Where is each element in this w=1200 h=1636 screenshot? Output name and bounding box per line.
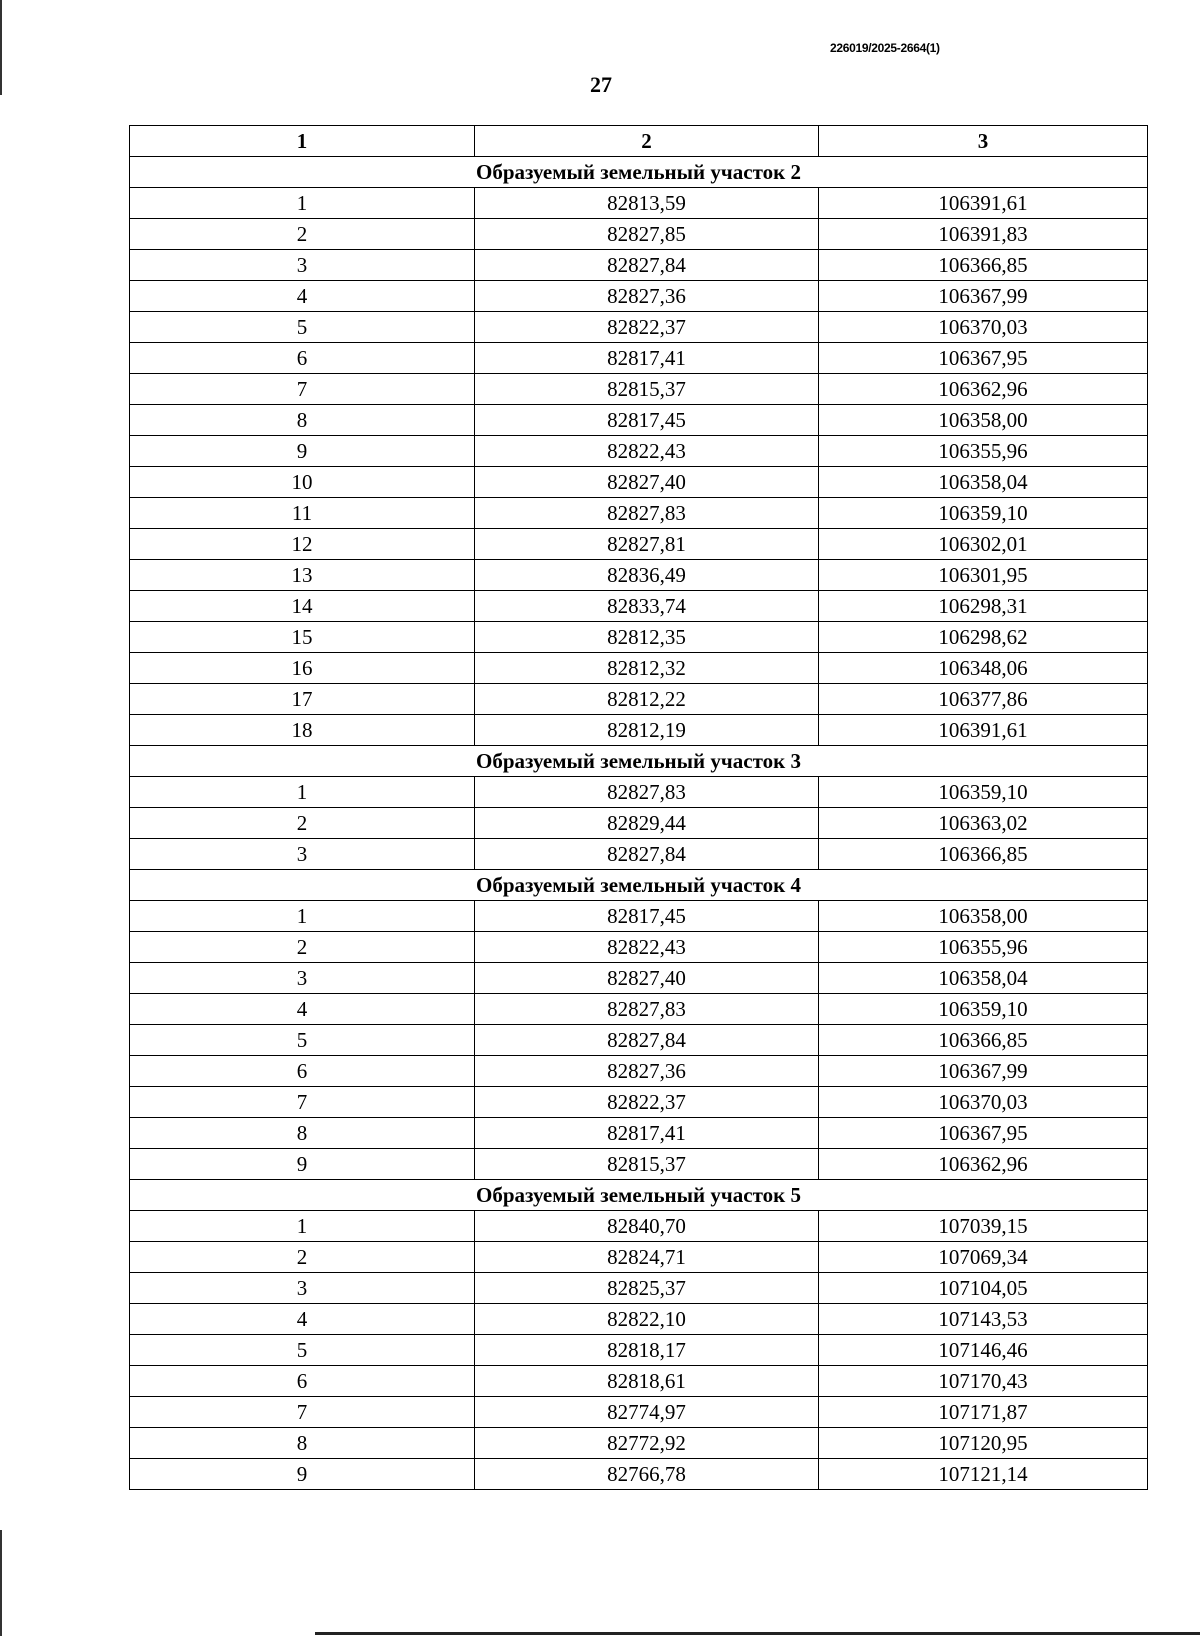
y-coordinate-cell: 106298,62 (819, 622, 1148, 653)
point-number-cell: 4 (130, 994, 475, 1025)
x-coordinate-cell: 82840,70 (475, 1211, 819, 1242)
table-row (130, 250, 1148, 281)
y-coordinate-cell: 106366,85 (819, 839, 1148, 870)
scan-edge-mark (0, 1530, 2, 1636)
x-coordinate-cell: 82822,37 (475, 1087, 819, 1118)
point-number-cell: 7 (130, 1087, 475, 1118)
table-row (130, 312, 1148, 343)
table-row (130, 808, 1148, 839)
x-coordinate-cell: 82774,97 (475, 1397, 819, 1428)
x-coordinate-cell: 82812,22 (475, 684, 819, 715)
x-coordinate-cell: 82833,74 (475, 591, 819, 622)
y-coordinate-cell: 107170,43 (819, 1366, 1148, 1397)
table-row (130, 1273, 1148, 1304)
y-coordinate-cell: 107039,15 (819, 1211, 1148, 1242)
x-coordinate-cell: 82772,92 (475, 1428, 819, 1459)
document-id: 226019/2025-2664(1) (830, 41, 940, 55)
y-coordinate-cell: 106358,04 (819, 467, 1148, 498)
table-row (130, 467, 1148, 498)
y-coordinate-cell: 106363,02 (819, 808, 1148, 839)
x-coordinate-cell: 82836,49 (475, 560, 819, 591)
y-coordinate-cell: 107120,95 (819, 1428, 1148, 1459)
point-number-cell: 4 (130, 281, 475, 312)
y-coordinate-cell: 107143,53 (819, 1304, 1148, 1335)
y-coordinate-cell: 106366,85 (819, 1025, 1148, 1056)
x-coordinate-cell: 82827,81 (475, 529, 819, 560)
table-row (130, 436, 1148, 467)
table-row (130, 591, 1148, 622)
y-coordinate-cell: 106366,85 (819, 250, 1148, 281)
table-row (130, 839, 1148, 870)
y-coordinate-cell: 106358,04 (819, 963, 1148, 994)
point-number-cell: 1 (130, 188, 475, 219)
y-coordinate-cell: 106355,96 (819, 932, 1148, 963)
point-number-cell: 17 (130, 684, 475, 715)
table-row (130, 1242, 1148, 1273)
y-coordinate-cell: 106367,99 (819, 281, 1148, 312)
y-coordinate-cell: 107146,46 (819, 1335, 1148, 1366)
x-coordinate-cell: 82829,44 (475, 808, 819, 839)
point-number-cell: 7 (130, 1397, 475, 1428)
point-number-cell: 13 (130, 560, 475, 591)
point-number-cell: 2 (130, 932, 475, 963)
point-number-cell: 11 (130, 498, 475, 529)
y-coordinate-cell: 107171,87 (819, 1397, 1148, 1428)
y-coordinate-cell: 106370,03 (819, 1087, 1148, 1118)
table-row (130, 715, 1148, 746)
point-number-cell: 2 (130, 1242, 475, 1273)
section-title: Образуемый земельный участок 2 (130, 157, 1148, 188)
point-number-cell: 3 (130, 1273, 475, 1304)
table-row (130, 777, 1148, 808)
x-coordinate-cell: 82817,41 (475, 1118, 819, 1149)
x-coordinate-cell: 82827,84 (475, 250, 819, 281)
y-coordinate-cell: 106355,96 (819, 436, 1148, 467)
section-title: Образуемый земельный участок 3 (130, 746, 1148, 777)
y-coordinate-cell: 106302,01 (819, 529, 1148, 560)
y-coordinate-cell: 107104,05 (819, 1273, 1148, 1304)
table-row (130, 219, 1148, 250)
column-header: 2 (475, 126, 819, 157)
x-coordinate-cell: 82827,40 (475, 963, 819, 994)
point-number-cell: 3 (130, 839, 475, 870)
table-row (130, 560, 1148, 591)
scan-edge-line (315, 1632, 1200, 1635)
y-coordinate-cell: 106362,96 (819, 374, 1148, 405)
section-header-row (130, 1180, 1148, 1211)
point-number-cell: 8 (130, 1428, 475, 1459)
y-coordinate-cell: 106367,95 (819, 1118, 1148, 1149)
table-row (130, 1087, 1148, 1118)
table-row (130, 1025, 1148, 1056)
y-coordinate-cell: 106359,10 (819, 994, 1148, 1025)
table-row (130, 1304, 1148, 1335)
table-row (130, 374, 1148, 405)
point-number-cell: 9 (130, 436, 475, 467)
y-coordinate-cell: 106298,31 (819, 591, 1148, 622)
y-coordinate-cell: 106358,00 (819, 405, 1148, 436)
point-number-cell: 8 (130, 1118, 475, 1149)
y-coordinate-cell: 107069,34 (819, 1242, 1148, 1273)
point-number-cell: 4 (130, 1304, 475, 1335)
x-coordinate-cell: 82817,45 (475, 405, 819, 436)
y-coordinate-cell: 106367,99 (819, 1056, 1148, 1087)
x-coordinate-cell: 82812,35 (475, 622, 819, 653)
y-coordinate-cell: 106359,10 (819, 498, 1148, 529)
point-number-cell: 9 (130, 1149, 475, 1180)
x-coordinate-cell: 82815,37 (475, 374, 819, 405)
y-coordinate-cell: 106391,61 (819, 715, 1148, 746)
point-number-cell: 7 (130, 374, 475, 405)
section-header-row (130, 746, 1148, 777)
point-number-cell: 15 (130, 622, 475, 653)
x-coordinate-cell: 82812,32 (475, 653, 819, 684)
table-row (130, 1335, 1148, 1366)
point-number-cell: 18 (130, 715, 475, 746)
y-coordinate-cell: 106359,10 (819, 777, 1148, 808)
x-coordinate-cell: 82813,59 (475, 188, 819, 219)
point-number-cell: 5 (130, 1025, 475, 1056)
point-number-cell: 6 (130, 343, 475, 374)
table-row (130, 1397, 1148, 1428)
y-coordinate-cell: 106362,96 (819, 1149, 1148, 1180)
point-number-cell: 1 (130, 777, 475, 808)
x-coordinate-cell: 82824,71 (475, 1242, 819, 1273)
x-coordinate-cell: 82827,36 (475, 281, 819, 312)
table-row (130, 622, 1148, 653)
x-coordinate-cell: 82817,41 (475, 343, 819, 374)
point-number-cell: 5 (130, 312, 475, 343)
x-coordinate-cell: 82827,40 (475, 467, 819, 498)
point-number-cell: 9 (130, 1459, 475, 1490)
point-number-cell: 1 (130, 901, 475, 932)
page-number: 27 (590, 72, 612, 97)
table-row (130, 1366, 1148, 1397)
x-coordinate-cell: 82827,83 (475, 777, 819, 808)
x-coordinate-cell: 82818,17 (475, 1335, 819, 1366)
coordinates-table (129, 125, 1148, 1490)
y-coordinate-cell: 106370,03 (819, 312, 1148, 343)
section-title: Образуемый земельный участок 5 (130, 1180, 1148, 1211)
section-header-row (130, 157, 1148, 188)
column-header: 3 (819, 126, 1148, 157)
x-coordinate-cell: 82827,36 (475, 1056, 819, 1087)
column-header: 1 (130, 126, 475, 157)
table-row (130, 405, 1148, 436)
x-coordinate-cell: 82822,43 (475, 932, 819, 963)
y-coordinate-cell: 107121,14 (819, 1459, 1148, 1490)
table-row (130, 1056, 1148, 1087)
table-row (130, 1428, 1148, 1459)
point-number-cell: 16 (130, 653, 475, 684)
point-number-cell: 6 (130, 1056, 475, 1087)
table-row (130, 901, 1148, 932)
table-row (130, 684, 1148, 715)
point-number-cell: 12 (130, 529, 475, 560)
table-row (130, 1211, 1148, 1242)
table-row (130, 529, 1148, 560)
table-row (130, 343, 1148, 374)
y-coordinate-cell: 106391,83 (819, 219, 1148, 250)
section-header-row (130, 870, 1148, 901)
table-row (130, 932, 1148, 963)
point-number-cell: 3 (130, 250, 475, 281)
x-coordinate-cell: 82822,43 (475, 436, 819, 467)
table-row (130, 994, 1148, 1025)
x-coordinate-cell: 82827,83 (475, 498, 819, 529)
y-coordinate-cell: 106367,95 (819, 343, 1148, 374)
x-coordinate-cell: 82817,45 (475, 901, 819, 932)
x-coordinate-cell: 82815,37 (475, 1149, 819, 1180)
x-coordinate-cell: 82822,37 (475, 312, 819, 343)
point-number-cell: 5 (130, 1335, 475, 1366)
table-body (130, 157, 1148, 1490)
y-coordinate-cell: 106377,86 (819, 684, 1148, 715)
x-coordinate-cell: 82827,84 (475, 839, 819, 870)
x-coordinate-cell: 82812,19 (475, 715, 819, 746)
scan-edge-mark (0, 0, 2, 95)
table-row (130, 281, 1148, 312)
x-coordinate-cell: 82818,61 (475, 1366, 819, 1397)
table-row (130, 498, 1148, 529)
point-number-cell: 14 (130, 591, 475, 622)
table-row (130, 1149, 1148, 1180)
table-row (130, 1459, 1148, 1490)
y-coordinate-cell: 106358,00 (819, 901, 1148, 932)
x-coordinate-cell: 82766,78 (475, 1459, 819, 1490)
point-number-cell: 2 (130, 219, 475, 250)
y-coordinate-cell: 106348,06 (819, 653, 1148, 684)
point-number-cell: 2 (130, 808, 475, 839)
x-coordinate-cell: 82827,84 (475, 1025, 819, 1056)
y-coordinate-cell: 106391,61 (819, 188, 1148, 219)
point-number-cell: 1 (130, 1211, 475, 1242)
table-row (130, 653, 1148, 684)
table-row (130, 1118, 1148, 1149)
table-row (130, 963, 1148, 994)
point-number-cell: 8 (130, 405, 475, 436)
point-number-cell: 3 (130, 963, 475, 994)
point-number-cell: 6 (130, 1366, 475, 1397)
y-coordinate-cell: 106301,95 (819, 560, 1148, 591)
table-row (130, 188, 1148, 219)
table-header-row (130, 126, 1148, 157)
x-coordinate-cell: 82822,10 (475, 1304, 819, 1335)
x-coordinate-cell: 82825,37 (475, 1273, 819, 1304)
point-number-cell: 10 (130, 467, 475, 498)
x-coordinate-cell: 82827,83 (475, 994, 819, 1025)
x-coordinate-cell: 82827,85 (475, 219, 819, 250)
section-title: Образуемый земельный участок 4 (130, 870, 1148, 901)
